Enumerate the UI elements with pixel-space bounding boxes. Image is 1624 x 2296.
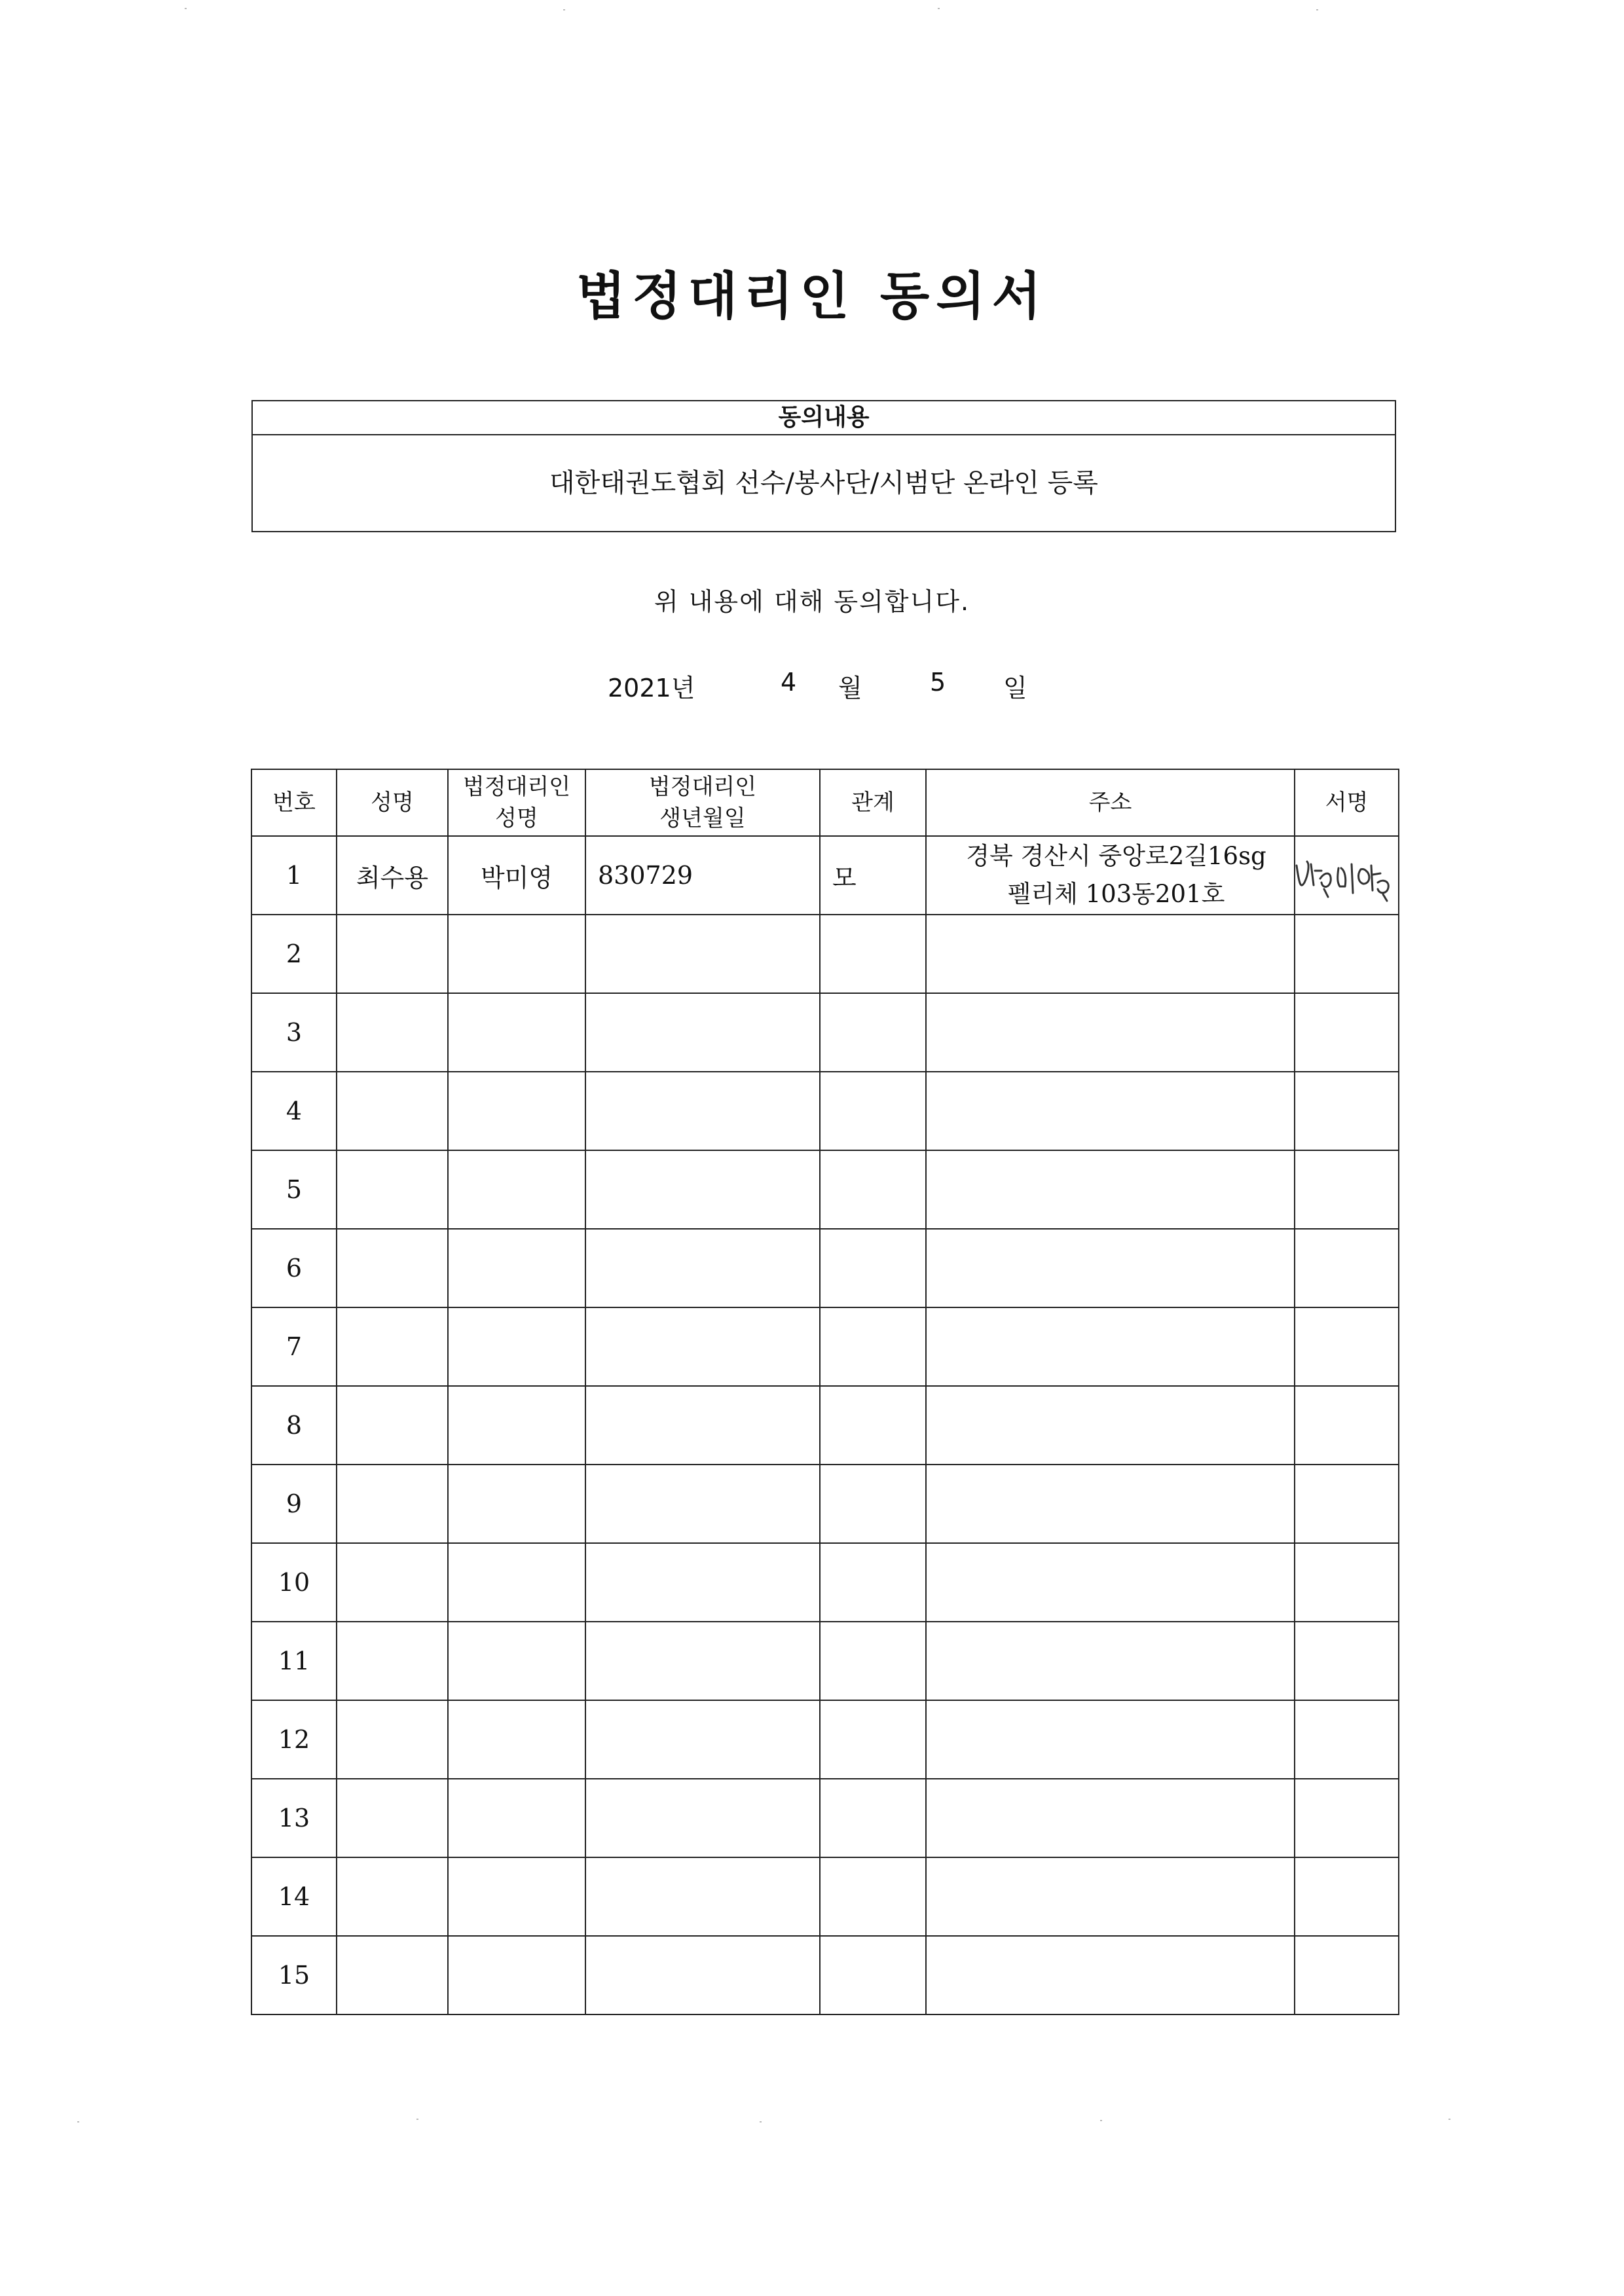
table-row	[251, 1229, 1399, 1307]
table-row	[251, 1779, 1399, 1857]
header-guardian-birth-line2: 생년월일	[659, 805, 746, 831]
cell-no: 10	[251, 1543, 337, 1622]
document-title: 법정대리인 동의서	[576, 266, 1048, 326]
cell-no: 4	[251, 1072, 337, 1150]
cell-guardian-birth: 830729	[585, 836, 820, 915]
cell-address	[926, 836, 1295, 915]
date-day-unit: 일	[1003, 674, 1027, 702]
cell-signature	[1295, 836, 1399, 915]
handwritten-signature	[1295, 851, 1399, 903]
address-line1: 경북 경산시 중앙로2길16sg	[966, 842, 1266, 870]
table-row	[251, 1700, 1399, 1779]
cell-no: 15	[251, 1936, 337, 2014]
scan-speck	[1100, 2120, 1102, 2121]
date-month: 4	[781, 668, 797, 697]
table-row	[251, 1307, 1399, 1386]
table-row	[251, 993, 1399, 1072]
scan-speck	[938, 8, 940, 9]
header-address: 주소	[926, 769, 1295, 836]
cell-guardian-name: 박미영	[448, 836, 585, 915]
cell-no: 12	[251, 1700, 337, 1779]
table-row	[251, 1857, 1399, 1936]
header-signature: 서명	[1295, 769, 1399, 836]
scan-speck	[1316, 9, 1318, 10]
header-guardian-name-line1: 법정대리인	[462, 774, 571, 800]
cell-no: 1	[251, 836, 337, 915]
table-row	[251, 915, 1399, 993]
scan-speck	[185, 8, 187, 9]
guardian-table	[251, 769, 1399, 2015]
header-no: 번호	[251, 769, 337, 836]
date-day: 5	[930, 668, 946, 697]
header-guardian-birth-line1: 법정대리인	[648, 774, 757, 800]
cell-no: 9	[251, 1465, 337, 1543]
scan-speck	[1449, 2119, 1450, 2120]
cell-no: 14	[251, 1857, 337, 1936]
table-row	[251, 1936, 1399, 2014]
date-month-unit: 월	[838, 674, 862, 702]
scan-speck	[563, 9, 565, 10]
cell-relation: 모	[820, 836, 926, 915]
consent-content: 대한태권도협회 선수/봉사단/시범단 온라인 등록	[549, 468, 1098, 498]
table-row	[251, 1386, 1399, 1465]
consent-header: 동의내용	[253, 401, 1395, 435]
date-year: 2021년	[608, 674, 695, 702]
table-header-row	[251, 769, 1399, 836]
agreement-statement: 위 내용에 대해 동의합니다.	[654, 587, 970, 616]
cell-no: 8	[251, 1386, 337, 1465]
address-line2: 펠리체 103동201호	[1007, 880, 1225, 908]
cell-no: 5	[251, 1150, 337, 1229]
cell-no: 3	[251, 993, 337, 1072]
cell-no: 6	[251, 1229, 337, 1307]
scan-speck	[760, 2121, 762, 2123]
table-row	[251, 836, 1399, 915]
cell-no: 2	[251, 915, 337, 993]
table-row	[251, 1072, 1399, 1150]
table-row	[251, 1622, 1399, 1700]
table-row	[251, 1150, 1399, 1229]
consent-box	[251, 400, 1396, 532]
scan-speck	[77, 2121, 79, 2123]
cell-no: 13	[251, 1779, 337, 1857]
scan-speck	[416, 2119, 418, 2120]
header-relation: 관계	[820, 769, 926, 836]
cell-name: 최수용	[337, 836, 448, 915]
table-row	[251, 1465, 1399, 1543]
cell-no: 7	[251, 1307, 337, 1386]
cell-no: 11	[251, 1622, 337, 1700]
table-row	[251, 1543, 1399, 1622]
header-guardian-birth	[585, 769, 820, 836]
header-guardian-name-line2: 성명	[495, 805, 538, 831]
header-guardian-name	[448, 769, 585, 836]
header-name: 성명	[337, 769, 448, 836]
